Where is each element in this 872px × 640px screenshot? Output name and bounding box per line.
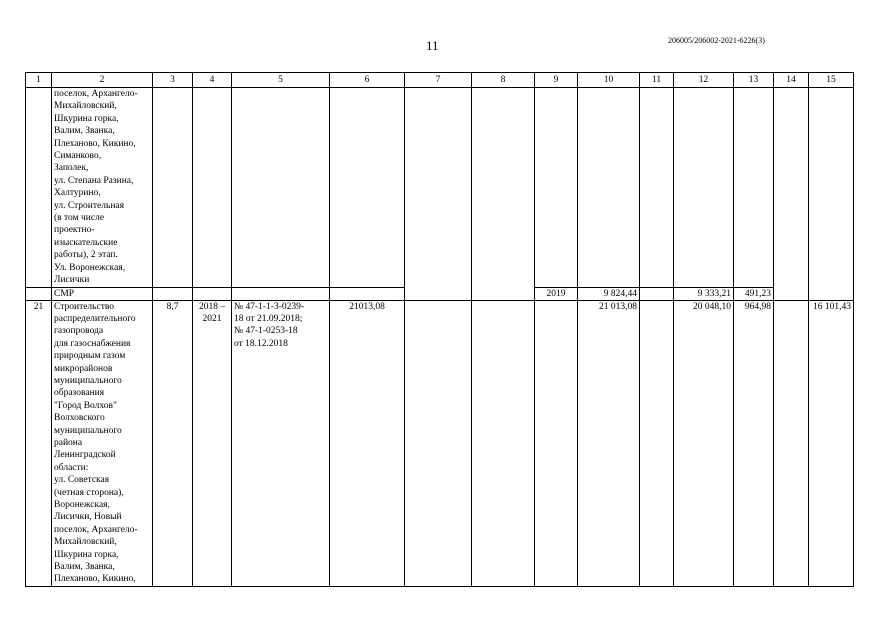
column-header: 2 — [52, 73, 153, 88]
cell-smr-label: СМР — [52, 287, 153, 300]
cell-empty — [193, 88, 232, 288]
cell-empty — [330, 287, 405, 300]
cell-empty — [640, 287, 674, 300]
data-table — [25, 72, 854, 587]
cell-row-number: 21 — [26, 300, 52, 586]
page-number: 11 — [426, 38, 439, 53]
column-header: 5 — [232, 73, 330, 88]
cell-col13: 491,23 — [734, 287, 774, 300]
cell-empty — [640, 300, 674, 586]
cell-empty — [640, 88, 674, 288]
cell-year: 2019 — [535, 287, 578, 300]
column-header: 9 — [535, 73, 578, 88]
cell-col12: 20 048,10 — [674, 300, 734, 586]
cell-col13: 964,98 — [734, 300, 774, 586]
cell-empty — [330, 88, 405, 288]
column-header: 13 — [734, 73, 774, 88]
column-header: 12 — [674, 73, 734, 88]
cell-empty — [232, 88, 330, 288]
cell-empty — [153, 287, 193, 300]
table-row-21 — [26, 300, 854, 586]
cell-empty — [153, 88, 193, 288]
cell-col4-period: 2018 – 2021 — [193, 300, 232, 586]
cell-empty — [774, 300, 809, 586]
table-row-continued — [26, 88, 854, 288]
cell-empty — [734, 88, 774, 288]
cell-object-name: поселок, Архангело- Михайловский, Шкурина горка, Валим, Званка, Плеханово, Кикино, Симанково, Заполек, ул. Степана Разина, Халтурино, ул. Строительная (в том числе проектно- изыскательские работы), 2 этап. Ул. Воронежская, Лисички — [52, 88, 153, 288]
cell-empty — [26, 287, 52, 300]
header-row — [26, 73, 854, 88]
cell-col10: 21 013,08 — [578, 300, 640, 586]
cell-empty — [26, 88, 52, 288]
column-header: 11 — [640, 73, 674, 88]
column-header: 8 — [472, 73, 535, 88]
cell-empty — [535, 300, 578, 586]
cell-empty — [405, 88, 472, 301]
document-code: 206005/206002-2021-6226(3) — [668, 36, 765, 45]
cell-empty — [232, 287, 330, 300]
column-header: 15 — [809, 73, 854, 88]
cell-col3: 8,7 — [153, 300, 193, 586]
cell-col6: 21013,08 — [330, 300, 405, 586]
cell-empty — [535, 88, 578, 288]
cell-col12: 9 333,21 — [674, 287, 734, 300]
cell-empty — [809, 88, 854, 301]
cell-empty — [578, 88, 640, 288]
cell-empty — [674, 88, 734, 288]
column-header: 6 — [330, 73, 405, 88]
column-header: 3 — [153, 73, 193, 88]
cell-empty — [193, 287, 232, 300]
column-header: 10 — [578, 73, 640, 88]
cell-object-name: Строительство распределительного газопровода для газоснабжения природным газом микрорайонов муниципального образования "Город Волхов" Волховского муниципального района Ленинградской области: ул. Советская (четная сторона), Воронежская, Лисички, Новый поселок, Архангело- Михайловский, Шкурина горка, Валим, Званка, Плеханово, Кикино, — [52, 300, 153, 586]
cell-col10: 9 824,44 — [578, 287, 640, 300]
cell-col5-expertise: № 47-1-1-3-0239- 18 от 21.09.2018; № 47-1-0253-18 от 18.12.2018 — [232, 300, 330, 586]
cell-empty — [774, 88, 809, 301]
cell-col15: 16 101,43 — [809, 300, 854, 586]
column-header: 7 — [405, 73, 472, 88]
column-header: 1 — [26, 73, 52, 88]
cell-empty — [472, 300, 535, 586]
cell-empty — [405, 300, 472, 586]
cell-empty — [472, 88, 535, 301]
column-header: 14 — [774, 73, 809, 88]
column-header: 4 — [193, 73, 232, 88]
